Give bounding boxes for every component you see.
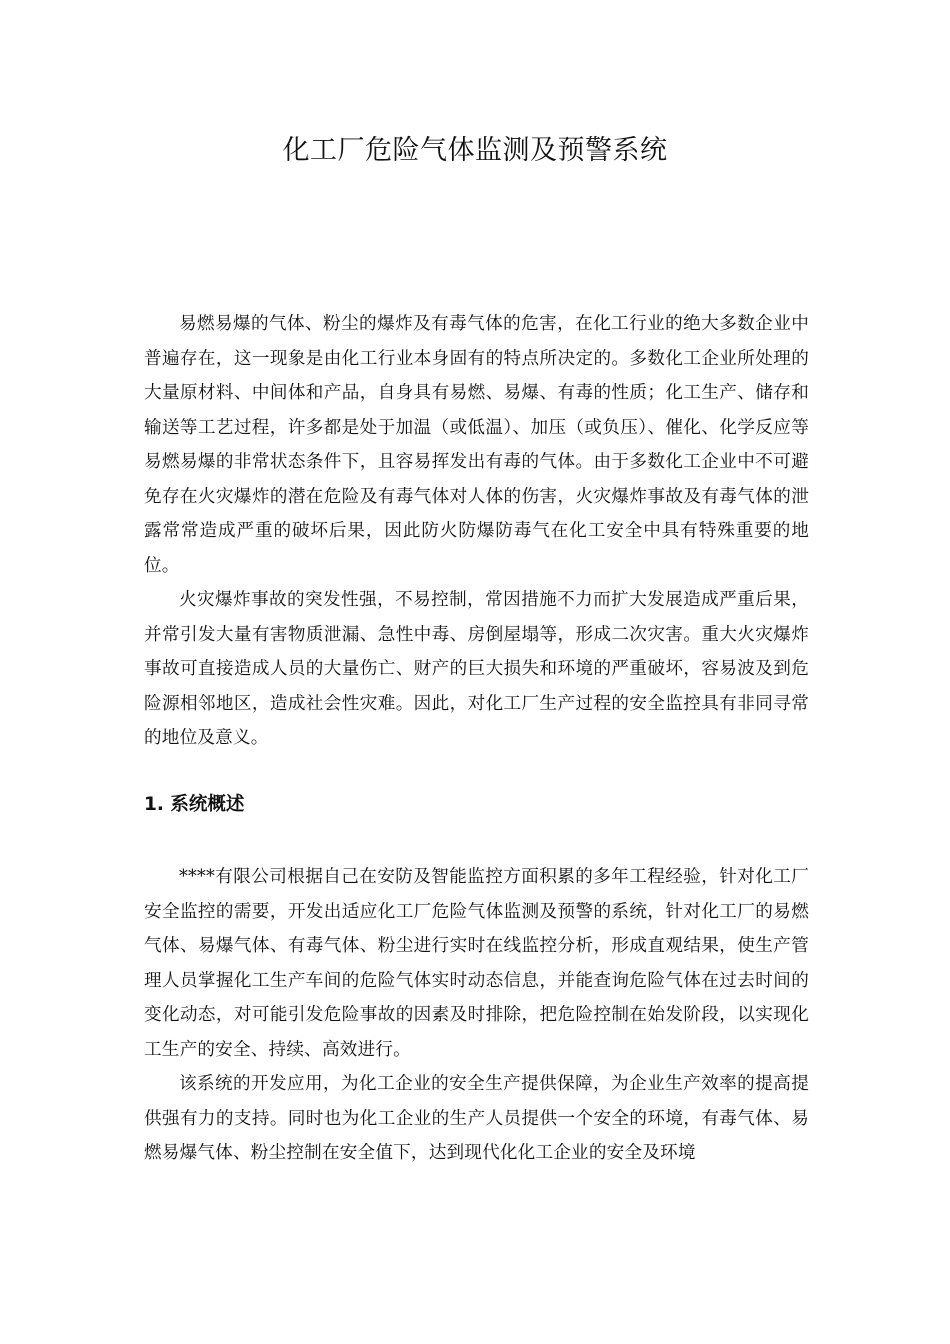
document-title: 化工厂危险气体监测及预警系统 (282, 135, 668, 166)
overview-paragraph-1: ****有限公司根据自己在安防及智能监控方面积累的多年工程经验，针对化工厂安全监控的需要，开发出适应化工厂危险气体监测及预警的系统，针对化工厂的易燃气体、易爆气体、有毒气体、粉尘进行实时在线监控分析，形成直观结果，使生产管理人员掌握化工生产车间的危险气体实时动态信息，并能查询危险气体在过去时间的变化动态，对可能引发危险事故的因素及时排除，把危险控制在始发阶段，以实现化工生产的安全、持续、高效进行。 (144, 867, 809, 1060)
intro-section (144, 307, 809, 756)
section-heading-system-overview: 1. 系统概述 (144, 794, 245, 815)
system-overview-section (144, 860, 809, 1171)
overview-paragraph-2: 该系统的开发应用，为化工企业的安全生产提供保障，为企业生产效率的提高提供强有力的支持。同时也为化工企业的生产人员提供一个安全的环境，有毒气体、易燃易爆气体、粉尘控制在安全值下，达到现代化化工企业的安全及环境 (144, 1074, 809, 1163)
intro-paragraph-2: 火灾爆炸事故的突发性强，不易控制，常因措施不力而扩大发展造成严重后果，并常引发大量有害物质泄漏、急性中毒、房倒屋塌等，形成二次灾害。重大火灾爆炸事故可直接造成人员的大量伤亡、财产的巨大损失和环境的严重破坏，容易波及到危险源相邻地区，造成社会性灾难。因此，对化工厂生产过程的安全监控具有非同寻常的地位及意义。 (144, 590, 809, 748)
section-heading-wrap (144, 788, 809, 822)
intro-paragraph-1: 易燃易爆的气体、粉尘的爆炸及有毒气体的危害，在化工行业的绝大多数企业中普遍存在，这一现象是由化工行业本身固有的特点所决定的。多数化工企业所处理的大量原材料、中间体和产品，自身具有易燃、易爆、有毒的性质；化工生产、储存和输送等工艺过程，许多都是处于加温（或低温）、加压（或负压）、催化、化学反应等易燃易爆的非常状态条件下，且容易挥发出有毒的气体。由于多数化工企业中不可避免存在火灾爆炸的潜在危险及有毒气体对人体的伤害，火灾爆炸事故及有毒气体的泄露常常造成严重的破坏后果，因此防火防爆防毒气在化工安全中具有特殊重要的地位。 (144, 314, 809, 576)
